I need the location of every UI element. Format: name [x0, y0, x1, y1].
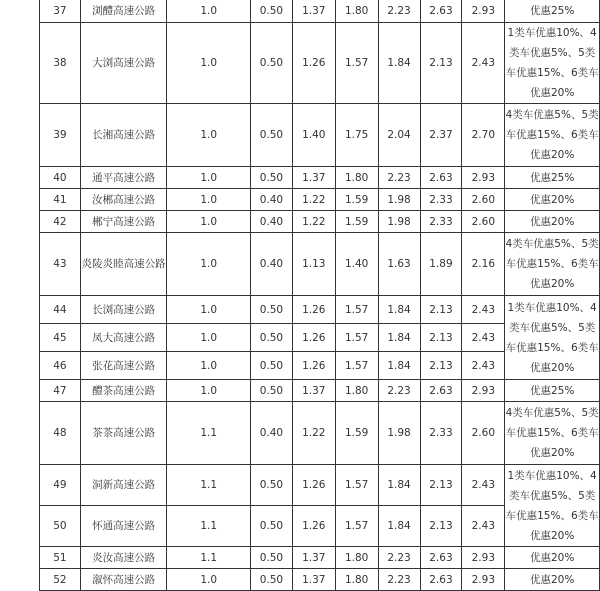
- road-name: 郴宁高速公路: [80, 211, 167, 233]
- rate-cell: 0.40: [250, 233, 292, 296]
- rate-cell: 1.37: [292, 380, 335, 402]
- rate-cell: 0.40: [250, 189, 292, 211]
- row-number: 45: [40, 324, 81, 352]
- rate-cell: 1.84: [378, 296, 420, 324]
- road-name: 张花高速公路: [80, 352, 167, 380]
- road-name: 通平高速公路: [80, 167, 167, 189]
- discount-note: 优惠20%: [505, 211, 600, 233]
- discount-note: 1类车优惠10%、4类车优惠5%、5类车优惠15%、6类车优惠20%: [505, 465, 600, 547]
- rate-cell: 2.13: [420, 23, 462, 104]
- road-name: 浏醴高速公路: [80, 0, 167, 23]
- table-row: [40, 569, 600, 591]
- rate-cell: 0.50: [250, 296, 292, 324]
- row-number: 41: [40, 189, 81, 211]
- table-row: [40, 0, 600, 23]
- row-number: 44: [40, 296, 81, 324]
- rate-cell: 1.57: [335, 465, 378, 506]
- row-number: 43: [40, 233, 81, 296]
- rate-cell: 0.50: [250, 167, 292, 189]
- row-number: 52: [40, 569, 81, 591]
- rate-cell: 1.0: [167, 380, 251, 402]
- rate-cell: 1.22: [292, 402, 335, 465]
- rate-cell: 2.93: [462, 547, 505, 569]
- table-row: [40, 402, 600, 465]
- row-number: 38: [40, 23, 81, 104]
- rate-cell: 0.50: [250, 547, 292, 569]
- rate-cell: 1.59: [335, 189, 378, 211]
- rate-cell: 1.63: [378, 233, 420, 296]
- rate-cell: 1.0: [167, 352, 251, 380]
- rate-cell: 1.26: [292, 23, 335, 104]
- table-row: [40, 547, 600, 569]
- road-name: 汝郴高速公路: [80, 189, 167, 211]
- row-number: 40: [40, 167, 81, 189]
- discount-note: 优惠20%: [505, 569, 600, 591]
- rate-cell: 1.1: [167, 465, 251, 506]
- rate-cell: 2.63: [420, 380, 462, 402]
- table-row: [40, 167, 600, 189]
- road-name: 炎陵炎睦高速公路: [80, 233, 167, 296]
- rate-cell: 2.13: [420, 296, 462, 324]
- rate-cell: 1.26: [292, 506, 335, 547]
- discount-note: 优惠25%: [505, 167, 600, 189]
- rate-cell: 1.40: [292, 104, 335, 167]
- rate-cell: 2.23: [378, 569, 420, 591]
- rate-cell: 0.40: [250, 211, 292, 233]
- rate-cell: 2.16: [462, 233, 505, 296]
- rate-cell: 2.93: [462, 0, 505, 23]
- road-name: 长浏高速公路: [80, 296, 167, 324]
- rate-cell: 1.80: [335, 380, 378, 402]
- rate-cell: 1.26: [292, 465, 335, 506]
- row-number: 47: [40, 380, 81, 402]
- rate-cell: 1.80: [335, 0, 378, 23]
- rate-cell: 0.50: [250, 104, 292, 167]
- rate-cell: 0.50: [250, 569, 292, 591]
- rate-cell: 0.40: [250, 402, 292, 465]
- rate-cell: 2.13: [420, 324, 462, 352]
- road-name: 炎汝高速公路: [80, 547, 167, 569]
- discount-note: 优惠25%: [505, 380, 600, 402]
- rate-cell: 2.04: [378, 104, 420, 167]
- rate-cell: 2.43: [462, 352, 505, 380]
- rate-cell: 2.43: [462, 324, 505, 352]
- row-number: 46: [40, 352, 81, 380]
- rate-cell: 1.59: [335, 211, 378, 233]
- rate-cell: 0.50: [250, 506, 292, 547]
- rate-cell: 0.50: [250, 380, 292, 402]
- discount-note: 4类车优惠5%、5类车优惠15%、6类车优惠20%: [505, 402, 600, 465]
- rate-cell: 1.1: [167, 402, 251, 465]
- road-name: 大浏高速公路: [80, 23, 167, 104]
- rate-cell: 2.23: [378, 0, 420, 23]
- road-name: 醴茶高速公路: [80, 380, 167, 402]
- rate-cell: 1.98: [378, 402, 420, 465]
- table-row: [40, 380, 600, 402]
- rate-cell: 1.0: [167, 0, 251, 23]
- road-name: 怀通高速公路: [80, 506, 167, 547]
- rate-cell: 2.13: [420, 465, 462, 506]
- rate-cell: 1.0: [167, 569, 251, 591]
- rate-cell: 1.40: [335, 233, 378, 296]
- rate-cell: 2.43: [462, 23, 505, 104]
- rate-cell: 2.13: [420, 352, 462, 380]
- rate-cell: 2.37: [420, 104, 462, 167]
- row-number: 39: [40, 104, 81, 167]
- rate-cell: 2.23: [378, 380, 420, 402]
- row-number: 42: [40, 211, 81, 233]
- table-row: [40, 465, 600, 506]
- rate-cell: 2.43: [462, 506, 505, 547]
- discount-note: 1类车优惠10%、4类车优惠5%、5类车优惠15%、6类车优惠20%: [505, 23, 600, 104]
- rate-cell: 1.84: [378, 324, 420, 352]
- rate-cell: 1.0: [167, 296, 251, 324]
- row-number: 37: [40, 0, 81, 23]
- rate-cell: 2.63: [420, 0, 462, 23]
- road-name: 凤大高速公路: [80, 324, 167, 352]
- table-row: [40, 211, 600, 233]
- rate-cell: 2.63: [420, 569, 462, 591]
- rate-cell: 1.57: [335, 324, 378, 352]
- rate-cell: 1.84: [378, 506, 420, 547]
- rate-cell: 1.22: [292, 211, 335, 233]
- road-name: 长湘高速公路: [80, 104, 167, 167]
- rate-cell: 1.1: [167, 506, 251, 547]
- rate-cell: 1.80: [335, 569, 378, 591]
- rate-cell: 2.43: [462, 465, 505, 506]
- rate-cell: 1.84: [378, 352, 420, 380]
- table-row: [40, 23, 600, 104]
- rate-cell: 1.98: [378, 211, 420, 233]
- row-number: 51: [40, 547, 81, 569]
- rate-cell: 1.84: [378, 465, 420, 506]
- rate-cell: 1.57: [335, 352, 378, 380]
- toll-rate-table: [39, 0, 600, 591]
- table-row: [40, 189, 600, 211]
- rate-cell: 1.1: [167, 547, 251, 569]
- rate-cell: 1.84: [378, 23, 420, 104]
- table-row: [40, 233, 600, 296]
- rate-cell: 1.98: [378, 189, 420, 211]
- rate-cell: 1.0: [167, 324, 251, 352]
- rate-cell: 2.33: [420, 402, 462, 465]
- rate-cell: 1.0: [167, 211, 251, 233]
- rate-cell: 2.33: [420, 211, 462, 233]
- rate-cell: 1.89: [420, 233, 462, 296]
- road-name: 洞新高速公路: [80, 465, 167, 506]
- rate-cell: 1.0: [167, 104, 251, 167]
- rate-cell: 2.60: [462, 189, 505, 211]
- discount-note: 4类车优惠5%、5类车优惠15%、6类车优惠20%: [505, 104, 600, 167]
- rate-cell: 1.26: [292, 352, 335, 380]
- rate-cell: 0.50: [250, 23, 292, 104]
- rate-cell: 1.37: [292, 0, 335, 23]
- rate-cell: 0.50: [250, 465, 292, 506]
- discount-note: 优惠20%: [505, 547, 600, 569]
- rate-cell: 2.23: [378, 167, 420, 189]
- rate-cell: 2.70: [462, 104, 505, 167]
- rate-cell: 2.93: [462, 167, 505, 189]
- rate-cell: 1.59: [335, 402, 378, 465]
- table-body: [40, 0, 600, 591]
- rate-cell: 2.60: [462, 402, 505, 465]
- discount-note: 优惠20%: [505, 189, 600, 211]
- table-row: [40, 104, 600, 167]
- row-number: 48: [40, 402, 81, 465]
- rate-cell: 1.26: [292, 296, 335, 324]
- road-name: 茶茶高速公路: [80, 402, 167, 465]
- rate-cell: 1.75: [335, 104, 378, 167]
- road-name: 溆怀高速公路: [80, 569, 167, 591]
- rate-cell: 1.0: [167, 23, 251, 104]
- rate-cell: 2.63: [420, 547, 462, 569]
- rate-cell: 1.26: [292, 324, 335, 352]
- rate-cell: 1.37: [292, 167, 335, 189]
- rate-cell: 0.50: [250, 0, 292, 23]
- rate-cell: 2.93: [462, 380, 505, 402]
- row-number: 49: [40, 465, 81, 506]
- rate-cell: 1.0: [167, 167, 251, 189]
- discount-note: 4类车优惠5%、5类车优惠15%、6类车优惠20%: [505, 233, 600, 296]
- rate-cell: 1.80: [335, 547, 378, 569]
- rate-cell: 1.37: [292, 547, 335, 569]
- discount-note: 1类车优惠10%、4类车优惠5%、5类车优惠15%、6类车优惠20%: [505, 296, 600, 380]
- discount-note: 优惠25%: [505, 0, 600, 23]
- rate-cell: 0.50: [250, 352, 292, 380]
- row-number: 50: [40, 506, 81, 547]
- rate-cell: 2.63: [420, 167, 462, 189]
- rate-cell: 1.22: [292, 189, 335, 211]
- rate-cell: 0.50: [250, 324, 292, 352]
- rate-cell: 2.43: [462, 296, 505, 324]
- rate-cell: 2.13: [420, 506, 462, 547]
- rate-cell: 2.93: [462, 569, 505, 591]
- rate-cell: 1.0: [167, 233, 251, 296]
- rate-cell: 1.57: [335, 506, 378, 547]
- rate-cell: 1.80: [335, 167, 378, 189]
- rate-cell: 2.60: [462, 211, 505, 233]
- rate-cell: 1.57: [335, 296, 378, 324]
- table-row: [40, 296, 600, 324]
- rate-cell: 2.33: [420, 189, 462, 211]
- rate-cell: 2.23: [378, 547, 420, 569]
- rate-cell: 1.13: [292, 233, 335, 296]
- rate-cell: 1.0: [167, 189, 251, 211]
- rate-cell: 1.57: [335, 23, 378, 104]
- rate-cell: 1.37: [292, 569, 335, 591]
